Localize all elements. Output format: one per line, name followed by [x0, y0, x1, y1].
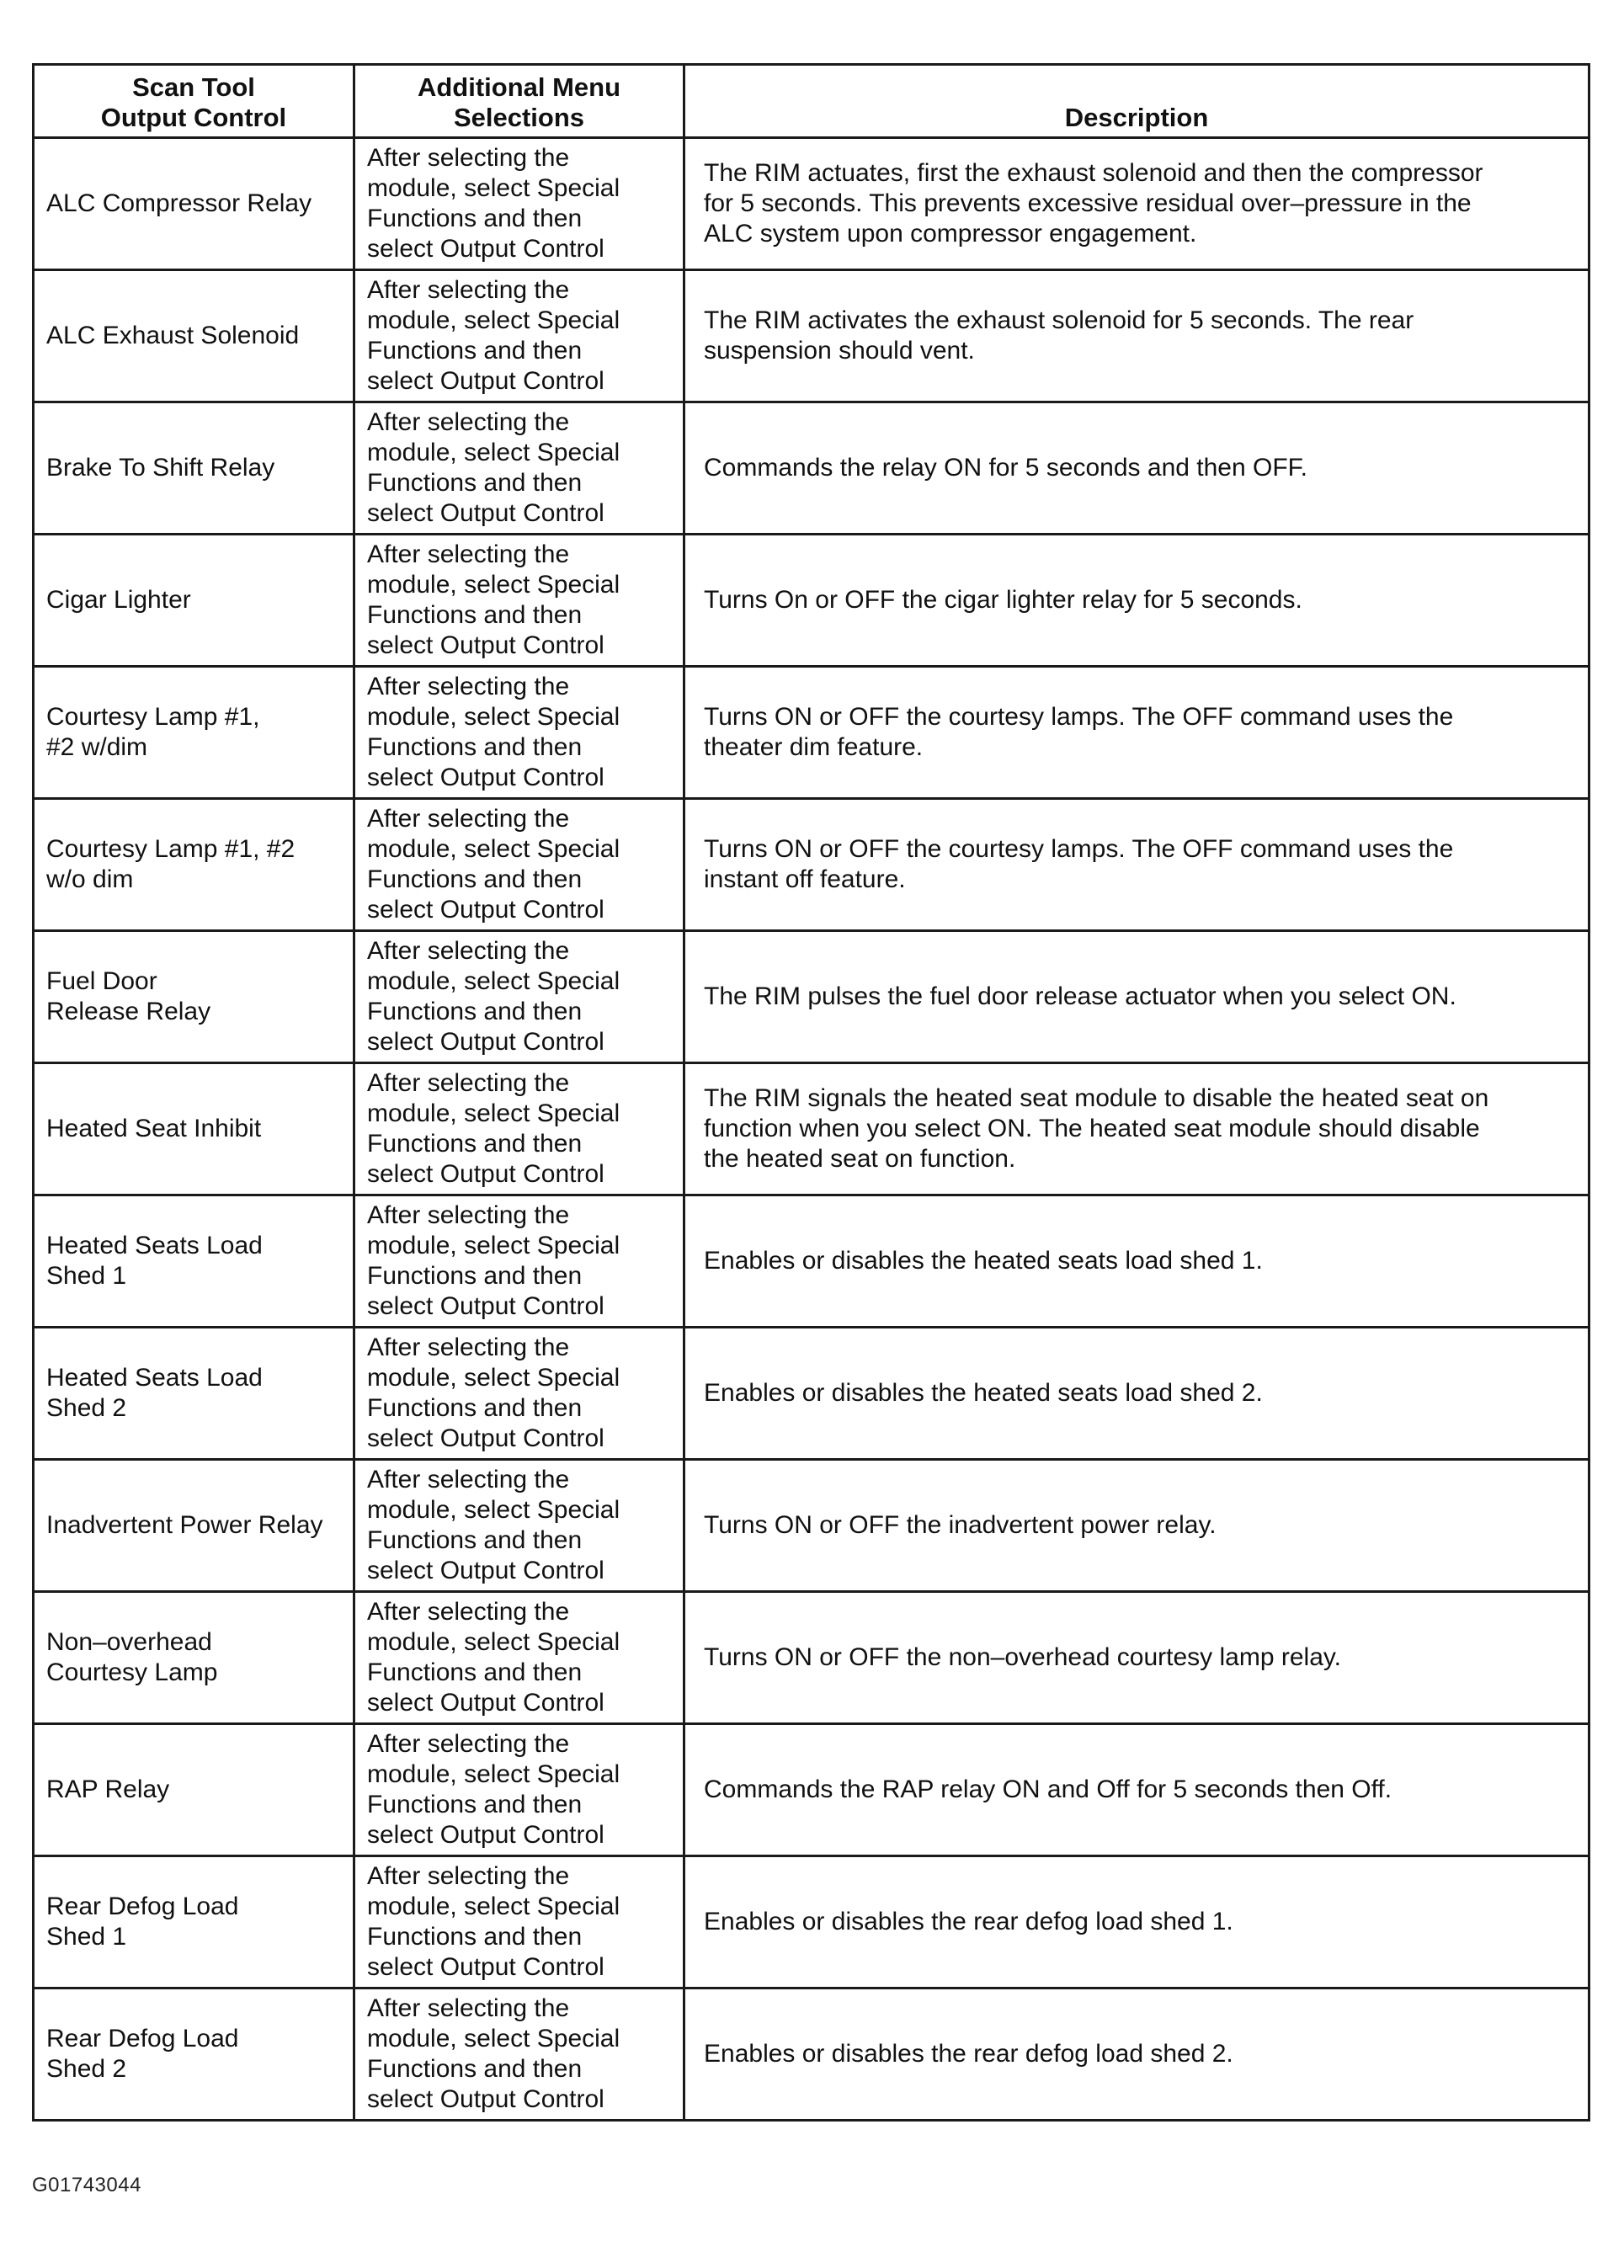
output-control-line: ALC Compressor Relay: [46, 189, 312, 217]
output-control-line: Non–overhead: [46, 1628, 212, 1656]
output-control-cell: [34, 138, 354, 270]
menu-selections-line: select Output Control: [367, 367, 604, 395]
table-row: [34, 667, 1589, 799]
description-cell: [684, 270, 1589, 402]
output-control-line: Cigar Lighter: [46, 586, 191, 614]
menu-selections-cell: [354, 138, 684, 270]
table-row: [34, 1195, 1589, 1328]
description-line: The RIM pulses the fuel door release actuator when you select ON.: [704, 982, 1456, 1010]
output-control-line: Rear Defog Load: [46, 2025, 239, 2052]
table-row: [34, 1063, 1589, 1195]
table-row: [34, 270, 1589, 402]
menu-selections-line: Functions and then: [367, 1791, 583, 1818]
menu-selections-line: module, select Special: [367, 1496, 620, 1524]
description-line: Enables or disables the rear defog load shed 2.: [704, 2040, 1233, 2068]
menu-selections-line: Functions and then: [367, 1130, 583, 1158]
menu-selections-line: After selecting the: [367, 1334, 570, 1361]
menu-selections-line: select Output Control: [367, 896, 604, 924]
menu-selections-cell: [354, 667, 684, 799]
menu-selections-line: After selecting the: [367, 673, 570, 700]
menu-selections-line: module, select Special: [367, 306, 620, 334]
table-row: [34, 1988, 1589, 2121]
output-control-line: w/o dim: [46, 865, 134, 893]
output-control-cell: [34, 1063, 354, 1195]
description-line: suspension should vent.: [704, 337, 975, 365]
output-control-line: Courtesy Lamp #1, #2: [46, 835, 296, 863]
table-row: [34, 931, 1589, 1063]
output-control-cell: [34, 1988, 354, 2121]
output-control-cell: [34, 1856, 354, 1988]
table-body: [34, 138, 1589, 2121]
description-cell: [684, 138, 1589, 270]
description-cell: [684, 931, 1589, 1063]
menu-selections-line: module, select Special: [367, 2025, 620, 2052]
output-control-line: Heated Seats Load: [46, 1364, 263, 1392]
output-control-cell: [34, 931, 354, 1063]
output-control-line: #2 w/dim: [46, 733, 148, 761]
description-line: Turns ON or OFF the inadvertent power relay.: [704, 1511, 1217, 1539]
output-control-line: Fuel Door: [46, 967, 157, 995]
description-line: The RIM actuates, first the exhaust solenoid and then the compressor: [704, 159, 1483, 187]
header-scan-tool-output-control: [34, 65, 354, 138]
menu-selections-line: Functions and then: [367, 1923, 583, 1951]
menu-selections-line: module, select Special: [367, 967, 620, 995]
menu-selections-line: module, select Special: [367, 1364, 620, 1392]
table-row: [34, 1592, 1589, 1724]
menu-selections-line: Functions and then: [367, 733, 583, 761]
output-control-cell: [34, 1195, 354, 1328]
description-line: theater dim feature.: [704, 733, 924, 761]
menu-selections-cell: [354, 402, 684, 535]
table-row: [34, 402, 1589, 535]
menu-selections-line: module, select Special: [367, 174, 620, 202]
menu-selections-cell: [354, 1460, 684, 1592]
output-control-line: Release Relay: [46, 998, 211, 1025]
menu-selections-line: After selecting the: [367, 144, 570, 172]
menu-selections-line: select Output Control: [367, 1160, 604, 1188]
table-row: [34, 1724, 1589, 1856]
description-cell: [684, 1856, 1589, 1988]
description-line: Enables or disables the heated seats load shed 1.: [704, 1247, 1263, 1275]
menu-selections-line: Functions and then: [367, 1658, 583, 1686]
menu-selections-line: select Output Control: [367, 2085, 604, 2113]
menu-selections-line: After selecting the: [367, 276, 570, 304]
output-control-line: Shed 2: [46, 1394, 127, 1422]
menu-selections-cell: [354, 1724, 684, 1856]
table-row: [34, 535, 1589, 667]
description-line: the heated seat on function.: [704, 1145, 1016, 1173]
description-line: Commands the relay ON for 5 seconds and then OFF.: [704, 454, 1307, 482]
output-control-cell: [34, 1328, 354, 1460]
description-line: The RIM signals the heated seat module to disable the heated seat on: [704, 1084, 1489, 1112]
output-control-line: ALC Exhaust Solenoid: [46, 322, 300, 349]
description-line: Turns On or OFF the cigar lighter relay for 5 seconds.: [704, 586, 1302, 614]
output-control-line: Heated Seat Inhibit: [46, 1115, 262, 1142]
description-cell: [684, 1592, 1589, 1724]
menu-selections-line: select Output Control: [367, 1689, 604, 1717]
menu-selections-line: select Output Control: [367, 1953, 604, 1981]
menu-selections-cell: [354, 931, 684, 1063]
description-cell: [684, 1460, 1589, 1592]
output-control-cell: [34, 402, 354, 535]
menu-selections-line: module, select Special: [367, 703, 620, 731]
figure-id-label: G01743044: [32, 2174, 141, 2196]
output-control-line: Brake To Shift Relay: [46, 454, 275, 482]
description-line: function when you select ON. The heated seat module should disable: [704, 1115, 1480, 1142]
menu-selections-line: module, select Special: [367, 1099, 620, 1127]
output-control-cell: [34, 667, 354, 799]
menu-selections-line: module, select Special: [367, 571, 620, 599]
description-cell: [684, 402, 1589, 535]
menu-selections-line: select Output Control: [367, 1557, 604, 1584]
menu-selections-line: module, select Special: [367, 1628, 620, 1656]
menu-selections-line: Functions and then: [367, 865, 583, 893]
output-control-cell: [34, 270, 354, 402]
menu-selections-cell: [354, 270, 684, 402]
menu-selections-cell: [354, 799, 684, 931]
menu-selections-line: Functions and then: [367, 469, 583, 497]
menu-selections-cell: [354, 1195, 684, 1328]
header-line: Output Control: [100, 103, 287, 132]
menu-selections-cell: [354, 1063, 684, 1195]
output-control-line: Rear Defog Load: [46, 1893, 239, 1920]
header-line: Additional Menu: [417, 72, 621, 102]
output-control-table: [32, 63, 1590, 2122]
menu-selections-line: After selecting the: [367, 1466, 570, 1493]
menu-selections-line: module, select Special: [367, 1760, 620, 1788]
output-control-line: Heated Seats Load: [46, 1232, 263, 1259]
table-row: [34, 138, 1589, 270]
description-cell: [684, 1195, 1589, 1328]
description-cell: [684, 1063, 1589, 1195]
header-row: [34, 65, 1589, 138]
menu-selections-line: module, select Special: [367, 439, 620, 466]
menu-selections-cell: [354, 1856, 684, 1988]
menu-selections-line: After selecting the: [367, 1994, 570, 2022]
description-cell: [684, 1328, 1589, 1460]
output-control-line: Inadvertent Power Relay: [46, 1511, 323, 1539]
menu-selections-line: After selecting the: [367, 540, 570, 568]
menu-selections-line: select Output Control: [367, 1821, 604, 1849]
menu-selections-cell: [354, 1592, 684, 1724]
menu-selections-line: Functions and then: [367, 1394, 583, 1422]
output-control-cell: [34, 1724, 354, 1856]
menu-selections-line: After selecting the: [367, 805, 570, 833]
menu-selections-line: select Output Control: [367, 235, 604, 263]
menu-selections-line: select Output Control: [367, 1424, 604, 1452]
description-line: Commands the RAP relay ON and Off for 5 seconds then Off.: [704, 1776, 1392, 1803]
description-line: Turns ON or OFF the non–overhead courtesy lamp relay.: [704, 1643, 1341, 1671]
output-control-line: Courtesy Lamp #1,: [46, 703, 260, 731]
description-line: The RIM activates the exhaust solenoid for 5 seconds. The rear: [704, 306, 1414, 334]
description-line: Enables or disables the rear defog load shed 1.: [704, 1908, 1233, 1935]
menu-selections-line: Functions and then: [367, 1526, 583, 1554]
description-cell: [684, 535, 1589, 667]
menu-selections-line: After selecting the: [367, 1730, 570, 1758]
header-additional-menu-selections: [354, 65, 684, 138]
output-control-cell: [34, 799, 354, 931]
output-control-line: Shed 2: [46, 2055, 127, 2083]
menu-selections-cell: [354, 1988, 684, 2121]
menu-selections-line: Functions and then: [367, 337, 583, 365]
menu-selections-line: Functions and then: [367, 205, 583, 232]
header-line: Selections: [453, 103, 585, 132]
output-control-line: RAP Relay: [46, 1776, 170, 1803]
description-cell: [684, 1988, 1589, 2121]
description-cell: [684, 667, 1589, 799]
menu-selections-line: module, select Special: [367, 1893, 620, 1920]
table-row: [34, 1460, 1589, 1592]
menu-selections-line: select Output Control: [367, 499, 604, 527]
description-line: Enables or disables the heated seats load shed 2.: [704, 1379, 1263, 1407]
menu-selections-line: Functions and then: [367, 2055, 583, 2083]
output-control-cell: [34, 535, 354, 667]
menu-selections-line: After selecting the: [367, 1069, 570, 1097]
menu-selections-cell: [354, 1328, 684, 1460]
header-line: Scan Tool: [132, 72, 255, 102]
menu-selections-line: select Output Control: [367, 1028, 604, 1056]
description-line: Turns ON or OFF the courtesy lamps. The OFF command uses the: [704, 703, 1454, 731]
description-line: ALC system upon compressor engagement.: [704, 220, 1197, 248]
menu-selections-line: module, select Special: [367, 835, 620, 863]
description-cell: [684, 1724, 1589, 1856]
table-row: [34, 1328, 1589, 1460]
output-control-line: Shed 1: [46, 1262, 127, 1290]
menu-selections-line: After selecting the: [367, 937, 570, 965]
menu-selections-line: After selecting the: [367, 408, 570, 436]
header-line: Description: [1064, 103, 1209, 132]
output-control-line: Courtesy Lamp: [46, 1658, 218, 1686]
table-row: [34, 1856, 1589, 1988]
table-row: [34, 799, 1589, 931]
header-description: [684, 65, 1589, 138]
menu-selections-line: After selecting the: [367, 1862, 570, 1890]
menu-selections-line: After selecting the: [367, 1201, 570, 1229]
menu-selections-line: select Output Control: [367, 764, 604, 791]
description-line: for 5 seconds. This prevents excessive residual over–pressure in the: [704, 189, 1472, 217]
menu-selections-line: select Output Control: [367, 1292, 604, 1320]
menu-selections-line: Functions and then: [367, 998, 583, 1025]
menu-selections-line: Functions and then: [367, 1262, 583, 1290]
menu-selections-line: select Output Control: [367, 631, 604, 659]
description-cell: [684, 799, 1589, 931]
menu-selections-line: module, select Special: [367, 1232, 620, 1259]
output-control-line: Shed 1: [46, 1923, 127, 1951]
menu-selections-cell: [354, 535, 684, 667]
menu-selections-line: After selecting the: [367, 1598, 570, 1626]
output-control-cell: [34, 1460, 354, 1592]
description-line: Turns ON or OFF the courtesy lamps. The OFF command uses the: [704, 835, 1454, 863]
menu-selections-line: Functions and then: [367, 601, 583, 629]
description-line: instant off feature.: [704, 865, 906, 893]
output-control-cell: [34, 1592, 354, 1724]
